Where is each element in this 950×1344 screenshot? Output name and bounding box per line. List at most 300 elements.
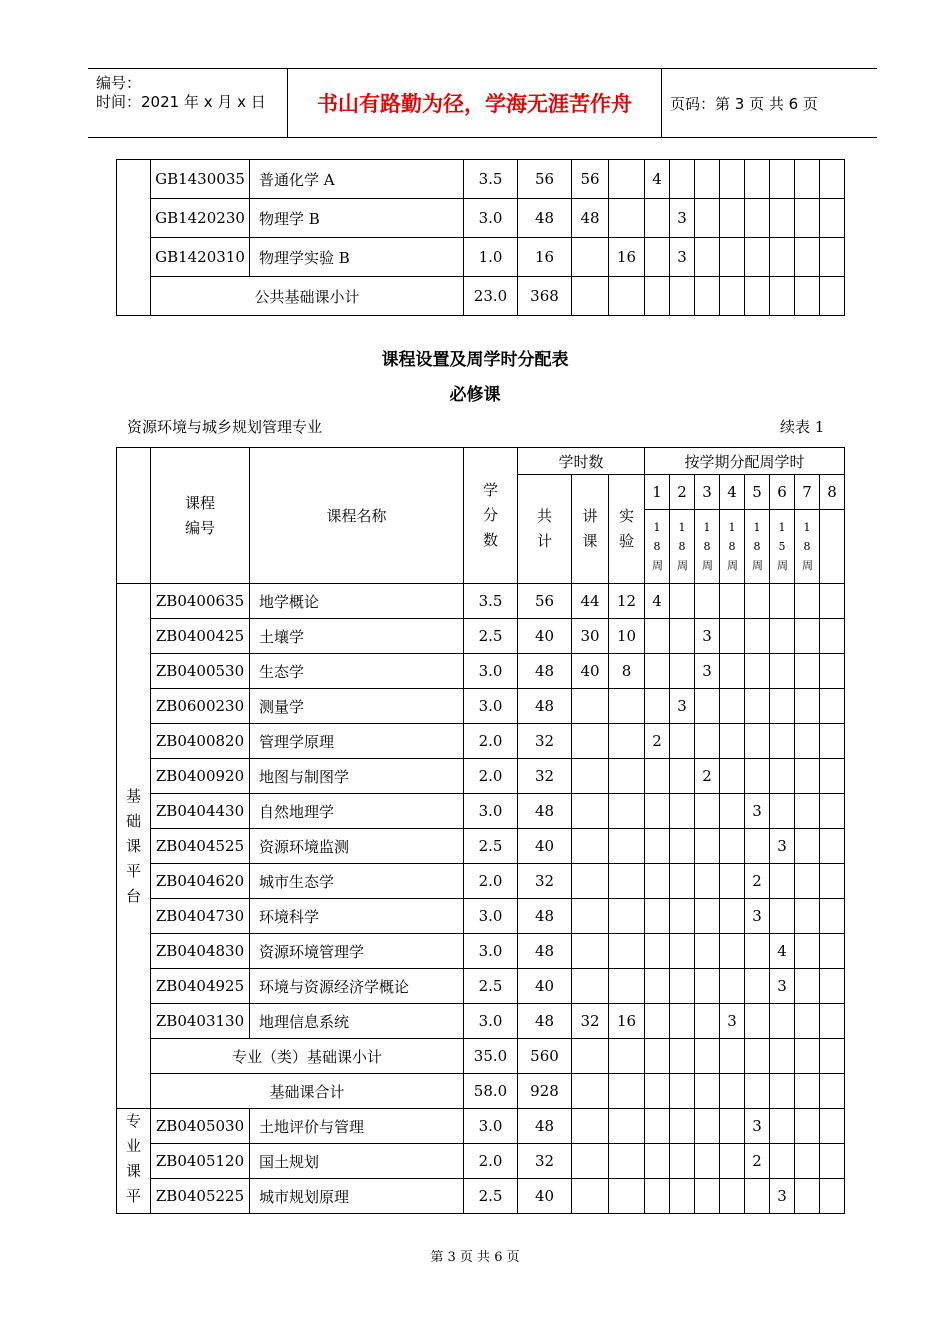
weekly-hours: 3 (695, 654, 720, 689)
weekly-hours (795, 619, 820, 654)
empty-cell (820, 277, 845, 316)
summary-label: 公共基础课小计 (151, 277, 464, 316)
weekly-hours (695, 584, 720, 619)
weekly-hours (720, 969, 745, 1004)
lecture-hours: 48 (572, 199, 609, 238)
weekly-hours (820, 238, 845, 277)
lab-hours (609, 199, 645, 238)
weekly-hours (745, 1179, 770, 1214)
semester-number: 2 (670, 475, 695, 510)
weekly-hours (795, 969, 820, 1004)
lab-hours: 16 (609, 1004, 645, 1039)
continued-label: 续表 1 (780, 418, 825, 436)
weekly-hours (820, 759, 845, 794)
course-code: ZB0400530 (151, 654, 250, 689)
course-code: ZB0404525 (151, 829, 250, 864)
head-course-code: 课程编号 (151, 448, 250, 584)
credit-value: 1.0 (464, 238, 518, 277)
weekly-hours (795, 584, 820, 619)
header-motto: 书山有路勤为径，学海无涯苦作舟 (288, 69, 662, 137)
total-hours: 48 (518, 1004, 572, 1039)
weekly-hours (820, 829, 845, 864)
course-code: ZB0405120 (151, 1144, 250, 1179)
course-code: ZB0400425 (151, 619, 250, 654)
weekly-hours (670, 794, 695, 829)
lecture-hours (572, 1144, 609, 1179)
weekly-hours (670, 1144, 695, 1179)
course-name: 土壤学 (250, 619, 464, 654)
subtotal-row (117, 1039, 845, 1074)
weekly-hours (720, 619, 745, 654)
lab-hours (609, 1179, 645, 1214)
total-hours: 40 (518, 969, 572, 1004)
table-row (117, 654, 845, 689)
weekly-hours: 3 (670, 199, 695, 238)
weekly-hours (645, 619, 670, 654)
semester-weeks (770, 510, 795, 584)
weekly-hours (745, 969, 770, 1004)
weekly-hours: 3 (770, 969, 795, 1004)
table-subtitle: 必修课 (449, 385, 501, 405)
weekly-hours (795, 864, 820, 899)
course-code: GB1420230 (151, 199, 250, 238)
lab-hours (609, 724, 645, 759)
weekly-hours: 3 (770, 1179, 795, 1214)
empty-cell (670, 1039, 695, 1074)
course-code: ZB0404830 (151, 934, 250, 969)
course-name: 国土规划 (250, 1144, 464, 1179)
total-hours: 48 (518, 199, 572, 238)
weekly-hours (720, 1179, 745, 1214)
lecture-hours (572, 969, 609, 1004)
weekly-hours (695, 1179, 720, 1214)
weekly-hours (745, 934, 770, 969)
weekly-hours (795, 899, 820, 934)
weekly-hours (670, 1004, 695, 1039)
course-code: ZB0400820 (151, 724, 250, 759)
weekly-hours (820, 619, 845, 654)
empty-cell (720, 1074, 745, 1109)
table-row (117, 1144, 845, 1179)
course-name: 地理信息系统 (250, 1004, 464, 1039)
lab-hours (609, 969, 645, 1004)
weekly-hours (745, 584, 770, 619)
weekly-hours: 3 (770, 829, 795, 864)
weekly-hours (720, 794, 745, 829)
semester-number: 8 (820, 475, 845, 510)
lab-hours (609, 864, 645, 899)
weekly-hours (695, 160, 720, 199)
lecture-hours: 30 (572, 619, 609, 654)
lecture-hours (572, 934, 609, 969)
weekly-hours (645, 864, 670, 899)
empty-cell (572, 1039, 609, 1074)
weekly-hours (820, 1179, 845, 1214)
lecture-hours (572, 1179, 609, 1214)
empty-cell (695, 1074, 720, 1109)
weekly-hours (645, 899, 670, 934)
weekly-hours (770, 864, 795, 899)
weekly-hours: 3 (745, 794, 770, 829)
course-name: 城市生态学 (250, 864, 464, 899)
page-header (88, 68, 877, 138)
lecture-hours (572, 759, 609, 794)
weekly-hours (720, 654, 745, 689)
empty-cell (795, 277, 820, 316)
table-row (117, 864, 845, 899)
credit-value: 2.0 (464, 759, 518, 794)
head-weekly: 按学期分配周学时 (645, 448, 845, 475)
course-code: ZB0404925 (151, 969, 250, 1004)
weekly-hours (770, 654, 795, 689)
total-hours: 16 (518, 238, 572, 277)
weekly-hours (795, 199, 820, 238)
empty-cell (770, 1039, 795, 1074)
head-lecture: 讲课 (572, 475, 609, 584)
weekly-hours (770, 1109, 795, 1144)
weekly-hours (695, 969, 720, 1004)
weekly-hours: 4 (770, 934, 795, 969)
table-row (117, 899, 845, 934)
credit-value: 3.0 (464, 934, 518, 969)
empty-cell (572, 1074, 609, 1109)
semester-weeks (720, 510, 745, 584)
weekly-hours (820, 864, 845, 899)
code-label: 编号： (96, 74, 142, 92)
total-row (117, 1074, 845, 1109)
weekly-hours (745, 619, 770, 654)
weekly-hours (770, 1144, 795, 1179)
weekly-hours (695, 724, 720, 759)
empty-cell (645, 1039, 670, 1074)
weekly-hours (795, 1004, 820, 1039)
head-total: 共计 (518, 475, 572, 584)
weekly-hours (770, 160, 795, 199)
empty-cell (820, 1074, 845, 1109)
weekly-hours (720, 238, 745, 277)
empty-cell (720, 1039, 745, 1074)
weekly-hours (670, 1179, 695, 1214)
weekly-hours (820, 899, 845, 934)
weekly-hours (670, 160, 695, 199)
total-hours: 32 (518, 759, 572, 794)
weekly-hours (745, 199, 770, 238)
weekly-hours (695, 829, 720, 864)
weekly-hours (795, 794, 820, 829)
weekly-hours (695, 1144, 720, 1179)
course-name: 地学概论 (250, 584, 464, 619)
lab-hours: 16 (609, 238, 645, 277)
weekly-hours: 3 (670, 689, 695, 724)
course-name: 普通化学 A (250, 160, 464, 199)
weekly-hours (670, 934, 695, 969)
semester-number: 1 (645, 475, 670, 510)
weekly-hours: 2 (745, 864, 770, 899)
course-name: 土地评价与管理 (250, 1109, 464, 1144)
semester-number: 3 (695, 475, 720, 510)
weekly-hours: 4 (645, 160, 670, 199)
weekly-hours: 4 (645, 584, 670, 619)
lab-hours: 12 (609, 584, 645, 619)
table-row (117, 1109, 845, 1144)
weekly-hours (645, 238, 670, 277)
empty-cell (670, 277, 695, 316)
summary-total: 928 (518, 1074, 572, 1109)
page-number-label: 页码：第 3 页 共 6 页 (670, 95, 818, 113)
weekly-hours (770, 238, 795, 277)
course-code: ZB0403130 (151, 1004, 250, 1039)
summary-credit: 58.0 (464, 1074, 518, 1109)
major-name: 资源环境与城乡规划管理专业 (127, 418, 323, 436)
lecture-hours (572, 829, 609, 864)
table-row (117, 619, 845, 654)
weekly-hours (745, 160, 770, 199)
group-label-text: 基础课平台 (125, 786, 141, 905)
course-name: 管理学原理 (250, 724, 464, 759)
empty-cell (609, 1074, 645, 1109)
head-hours: 学时数 (518, 448, 645, 475)
weekly-hours (720, 584, 745, 619)
weekly-hours (795, 724, 820, 759)
weekly-hours (720, 724, 745, 759)
empty-cell (820, 1039, 845, 1074)
course-code: ZB0405030 (151, 1109, 250, 1144)
weekly-hours (670, 724, 695, 759)
course-name: 自然地理学 (250, 794, 464, 829)
credit-value: 3.5 (464, 160, 518, 199)
lecture-hours: 32 (572, 1004, 609, 1039)
lecture-hours: 44 (572, 584, 609, 619)
head-lab: 实验 (609, 475, 645, 584)
weekly-hours (795, 689, 820, 724)
course-name: 环境与资源经济学概论 (250, 969, 464, 1004)
weekly-hours (795, 759, 820, 794)
total-hours: 32 (518, 1144, 572, 1179)
course-name: 资源环境监测 (250, 829, 464, 864)
lecture-hours (572, 238, 609, 277)
group-label-text: 专业课平 (125, 1112, 141, 1205)
empty-cell (695, 1039, 720, 1074)
summary-total: 368 (518, 277, 572, 316)
credit-value: 3.0 (464, 794, 518, 829)
credit-value: 3.0 (464, 199, 518, 238)
weekly-hours (770, 899, 795, 934)
weekly-hours (695, 934, 720, 969)
head-course-name: 课程名称 (250, 448, 464, 584)
credit-value: 2.0 (464, 724, 518, 759)
weekly-hours (645, 689, 670, 724)
lecture-hours (572, 1109, 609, 1144)
credit-value: 2.5 (464, 619, 518, 654)
lecture-hours (572, 794, 609, 829)
lecture-hours (572, 899, 609, 934)
credit-value: 3.0 (464, 1109, 518, 1144)
total-hours: 56 (518, 160, 572, 199)
group-label-major (117, 1109, 151, 1214)
weekly-hours (820, 934, 845, 969)
weekly-hours (745, 829, 770, 864)
semester-number: 5 (745, 475, 770, 510)
weekly-hours (670, 969, 695, 1004)
weekly-hours (820, 1144, 845, 1179)
head-blank (117, 448, 151, 584)
course-name: 城市规划原理 (250, 1179, 464, 1214)
lecture-hours (572, 689, 609, 724)
table-row (117, 759, 845, 794)
weekly-hours (770, 724, 795, 759)
weekly-hours (820, 724, 845, 759)
total-hours: 40 (518, 619, 572, 654)
top-table-body (117, 160, 845, 316)
weekly-hours: 3 (745, 1109, 770, 1144)
weekly-hours (670, 899, 695, 934)
credit-value: 3.0 (464, 689, 518, 724)
empty-cell (645, 277, 670, 316)
weeks-text: 18周 (802, 521, 813, 572)
table-row (117, 969, 845, 1004)
weeks-text: 18周 (677, 521, 688, 572)
weekly-hours (720, 864, 745, 899)
weekly-hours (645, 759, 670, 794)
credit-value: 3.0 (464, 654, 518, 689)
weekly-hours (820, 584, 845, 619)
total-hours: 32 (518, 724, 572, 759)
course-code: ZB0400920 (151, 759, 250, 794)
course-name: 资源环境管理学 (250, 934, 464, 969)
weekly-hours (820, 969, 845, 1004)
empty-cell (745, 1039, 770, 1074)
weekly-hours: 2 (695, 759, 720, 794)
weekly-hours (795, 1144, 820, 1179)
semester-number: 4 (720, 475, 745, 510)
header-meta (88, 69, 288, 137)
weekly-hours (795, 1109, 820, 1144)
weekly-hours (820, 199, 845, 238)
weekly-hours (820, 1004, 845, 1039)
group-label-basic (117, 584, 151, 1109)
weekly-hours (695, 1004, 720, 1039)
weekly-hours: 2 (645, 724, 670, 759)
empty-cell (645, 1074, 670, 1109)
weekly-hours (670, 829, 695, 864)
lab-hours (609, 160, 645, 199)
weekly-hours (670, 619, 695, 654)
weekly-hours (745, 654, 770, 689)
lab-hours (609, 899, 645, 934)
summary-label: 专业（类）基础课小计 (151, 1039, 464, 1074)
weekly-hours (820, 689, 845, 724)
weekly-hours (720, 759, 745, 794)
semester-weeks (795, 510, 820, 584)
total-hours: 48 (518, 794, 572, 829)
weekly-hours (645, 1144, 670, 1179)
course-code: ZB0404620 (151, 864, 250, 899)
lab-hours (609, 934, 645, 969)
weekly-hours (820, 794, 845, 829)
semester-number: 7 (795, 475, 820, 510)
empty-cell (795, 1039, 820, 1074)
weekly-hours (745, 1004, 770, 1039)
lab-hours: 8 (609, 654, 645, 689)
weekly-hours (670, 1109, 695, 1144)
weekly-hours (720, 1144, 745, 1179)
weekly-hours (645, 794, 670, 829)
course-name: 环境科学 (250, 899, 464, 934)
head-credit: 学分数 (464, 448, 518, 584)
course-name: 生态学 (250, 654, 464, 689)
weekly-hours (670, 759, 695, 794)
empty-cell (670, 1074, 695, 1109)
course-code: GB1420310 (151, 238, 250, 277)
course-name: 地图与制图学 (250, 759, 464, 794)
empty-cell (695, 277, 720, 316)
course-table (116, 447, 845, 1214)
weekly-hours (670, 864, 695, 899)
lab-hours (609, 829, 645, 864)
weekly-hours: 2 (745, 1144, 770, 1179)
course-name: 物理学 B (250, 199, 464, 238)
weeks-text: 18周 (702, 521, 713, 572)
total-hours: 32 (518, 864, 572, 899)
weekly-hours (795, 160, 820, 199)
semester-weeks (820, 510, 845, 584)
credit-value: 3.0 (464, 1004, 518, 1039)
weekly-hours: 3 (745, 899, 770, 934)
weekly-hours (720, 1109, 745, 1144)
credit-value: 2.5 (464, 969, 518, 1004)
table-row (117, 584, 845, 619)
credit-value: 3.5 (464, 584, 518, 619)
weeks-text: 18周 (727, 521, 738, 572)
weekly-hours (795, 829, 820, 864)
empty-cell (609, 277, 645, 316)
lecture-hours (572, 724, 609, 759)
course-code: GB1430035 (151, 160, 250, 199)
weekly-hours (670, 584, 695, 619)
table-title: 课程设置及周学时分配表 (381, 350, 569, 370)
weeks-text: 18周 (652, 521, 663, 572)
empty-cell (572, 277, 609, 316)
subtotal-row (117, 277, 845, 316)
weekly-hours (770, 619, 795, 654)
weekly-hours (820, 1109, 845, 1144)
lab-hours (609, 1144, 645, 1179)
weekly-hours: 3 (695, 619, 720, 654)
semester-weeks (695, 510, 720, 584)
table-row (117, 1179, 845, 1214)
course-code: ZB0400635 (151, 584, 250, 619)
weekly-hours (745, 689, 770, 724)
weekly-hours (645, 1109, 670, 1144)
weekly-hours (695, 689, 720, 724)
top-course-table (116, 159, 845, 316)
total-hours: 48 (518, 1109, 572, 1144)
course-code: ZB0404730 (151, 899, 250, 934)
course-table-head (117, 448, 845, 584)
group-cell (117, 160, 151, 316)
weekly-hours (645, 934, 670, 969)
total-hours: 48 (518, 654, 572, 689)
weekly-hours (645, 1179, 670, 1214)
weekly-hours (720, 934, 745, 969)
weekly-hours (720, 160, 745, 199)
credit-value: 2.5 (464, 829, 518, 864)
total-hours: 56 (518, 584, 572, 619)
weekly-hours (770, 199, 795, 238)
course-name: 物理学实验 B (250, 238, 464, 277)
table-row (117, 934, 845, 969)
empty-cell (745, 277, 770, 316)
